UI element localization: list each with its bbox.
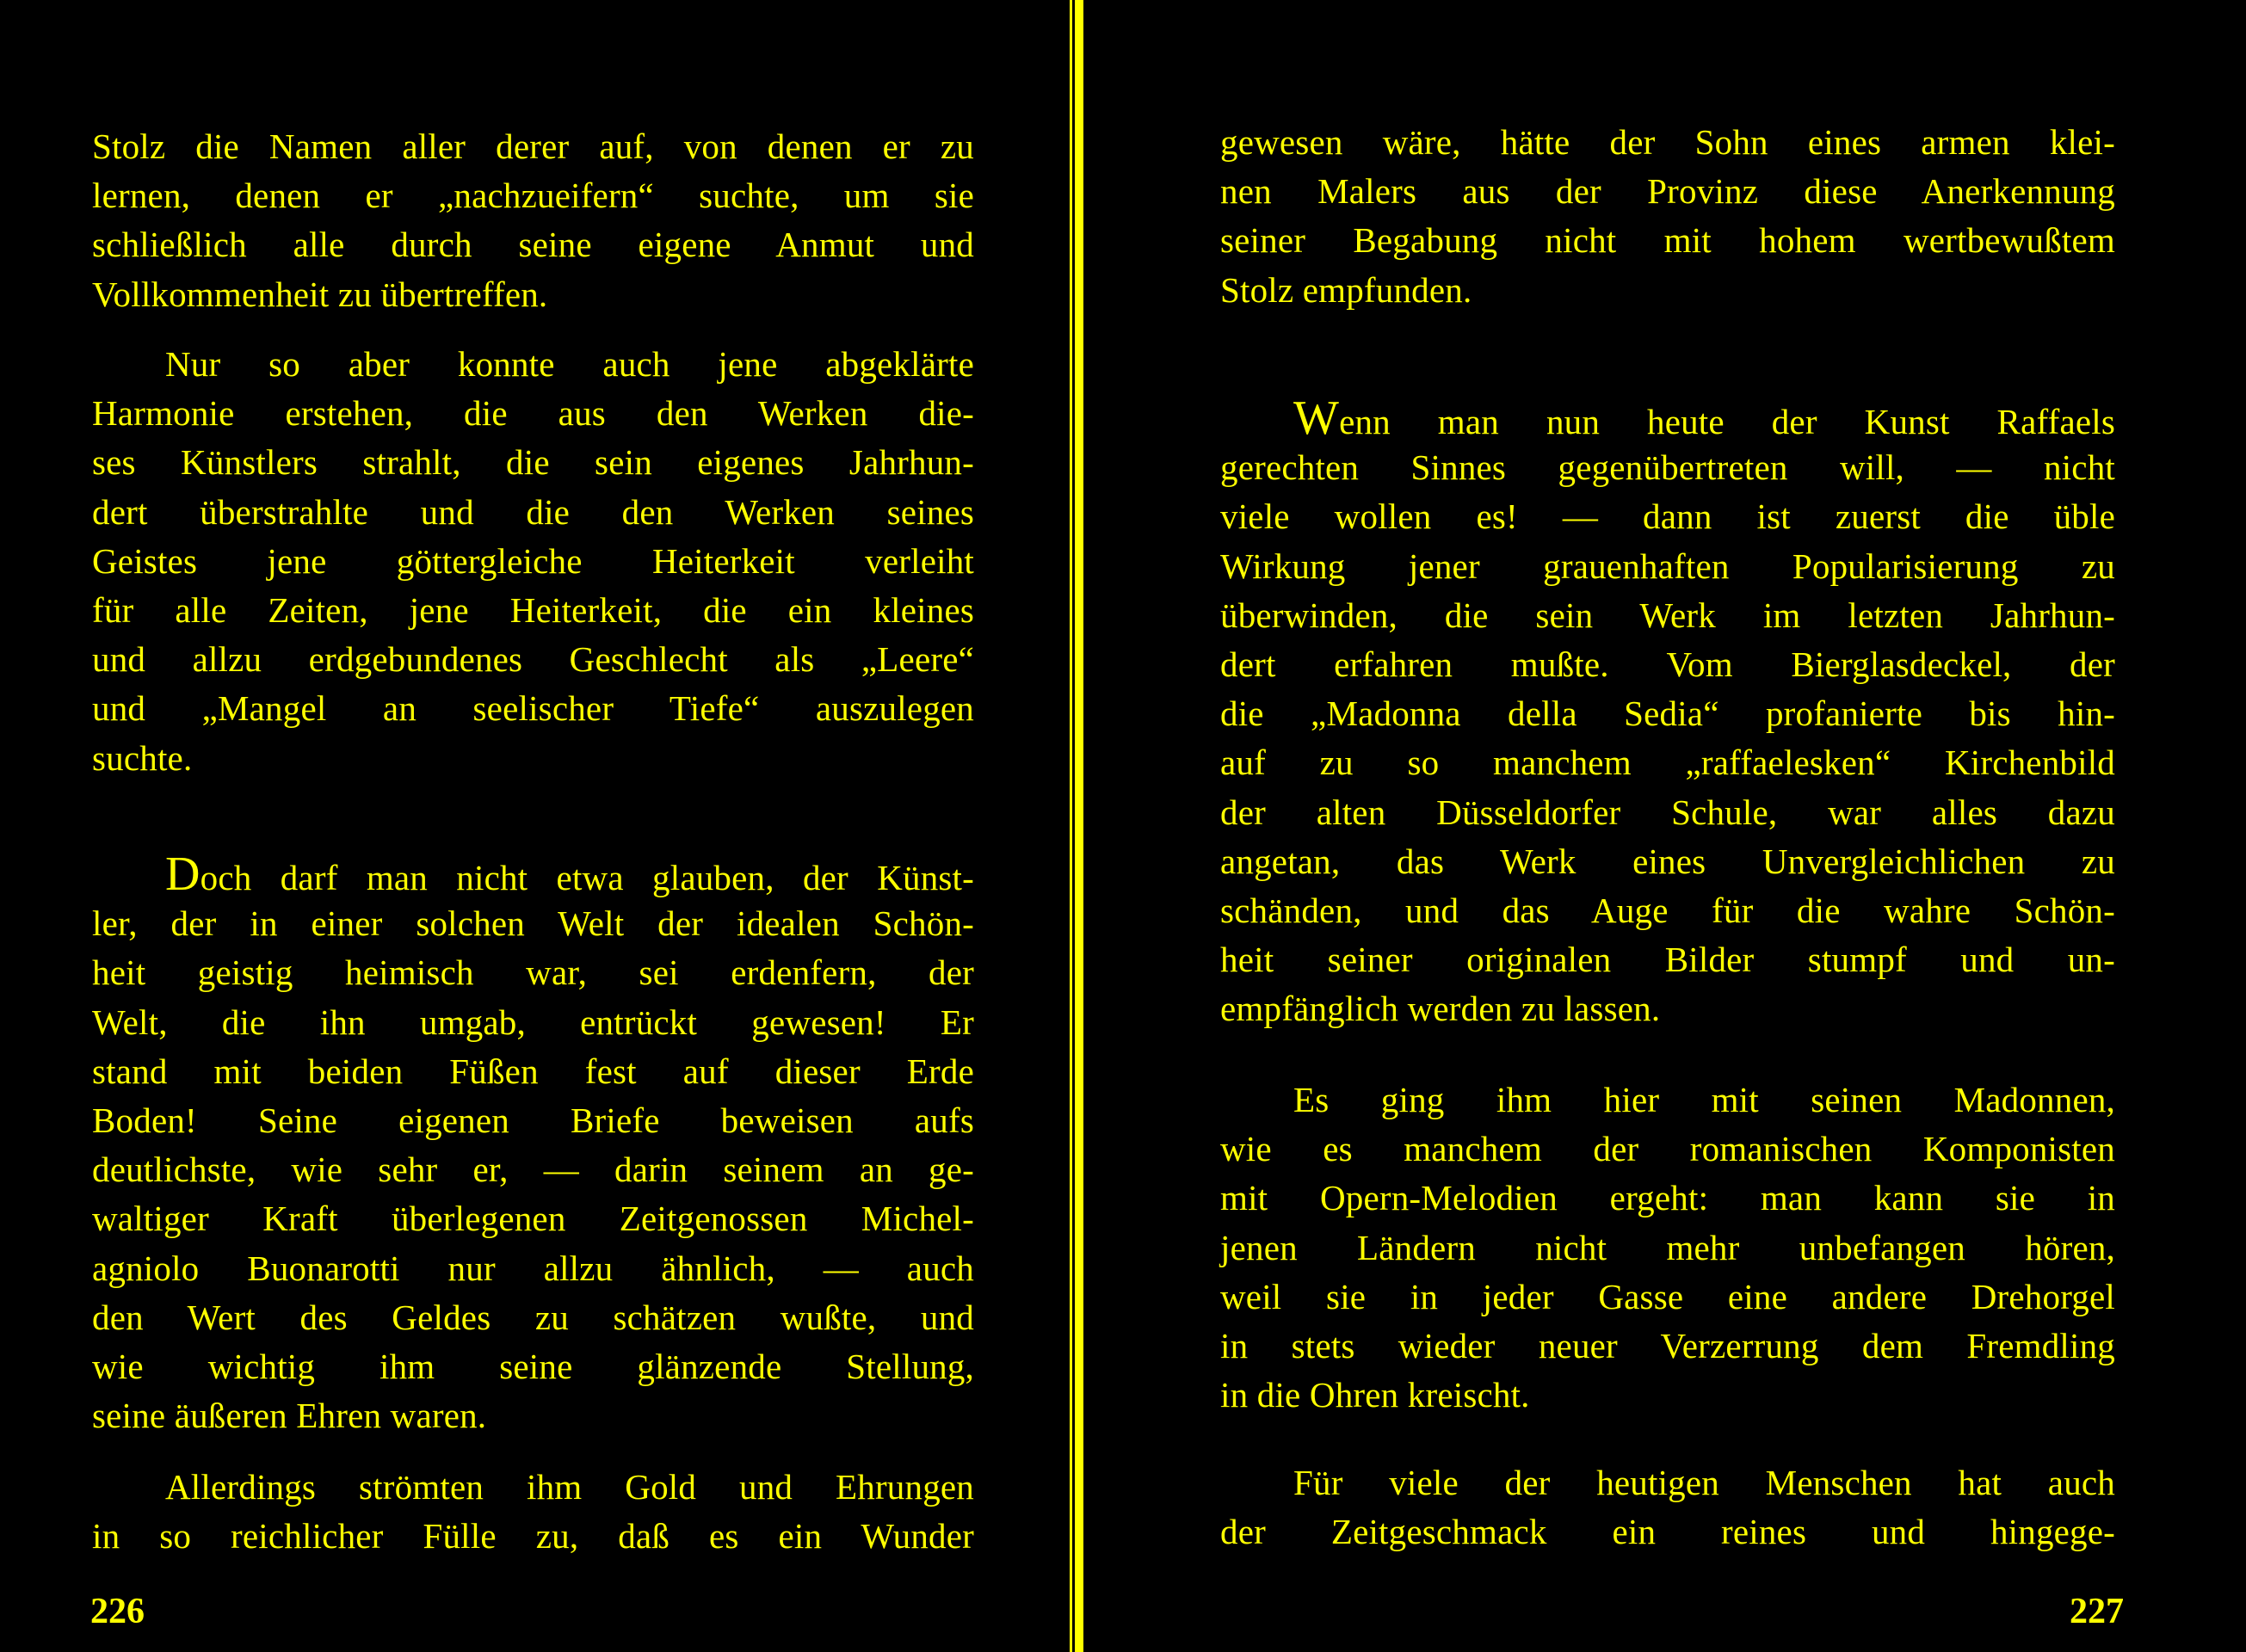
text-line: und allzu erdgebundenes Geschlecht als „Leere“ <box>92 639 974 680</box>
text-line: für alle Zeiten, jene Heiterkeit, die ein kleines <box>92 589 974 630</box>
text-line: Stolz die Namen aller derer auf, von denen er zu <box>92 126 974 166</box>
page-number: 226 <box>90 1592 145 1631</box>
text-line: angetan, das Werk eines Unvergleichlichen zu <box>1220 841 2115 881</box>
text-line <box>1220 391 2115 445</box>
text-line-rest: enn man nun heute der Kunst Raffaels <box>1339 402 2115 441</box>
text-line: die „Madonna della Sedia“ profanierte bis hin- <box>1220 693 2115 734</box>
text-line: Harmonie erstehen, die aus den Werken die- <box>92 393 974 434</box>
text-line: viele wollen es! — dann ist zuerst die üble <box>1220 496 2115 537</box>
text-line: seiner Begabung nicht mit hohem wertbewußtem <box>1220 220 2115 261</box>
text-line: stand mit beiden Füßen fest auf dieser Erde <box>92 1051 974 1091</box>
text-line: Nur so aber konnte auch jene abgeklärte <box>165 344 974 384</box>
text-line: Welt, die ihn umgab, entrückt gewesen! Er <box>92 1002 974 1042</box>
right-page <box>1089 0 2246 1652</box>
page-number: 227 <box>2070 1592 2124 1631</box>
paragraph-4 <box>1220 1458 2115 1556</box>
paragraph-2 <box>92 340 974 783</box>
text-line: Es ging ihm hier mit seinen Madonnen, <box>1293 1080 2115 1119</box>
text-line: jenen Ländern nicht mehr unbefangen hören, <box>1220 1227 2115 1267</box>
text-line: dert erfahren mußte. Vom Bierglasdeckel, der <box>1220 644 2115 684</box>
text-line: waltiger Kraft überlegenen Zeitgenossen Michel- <box>92 1199 974 1239</box>
text-line: agniolo Buonarotti nur allzu ähnlich, — auch <box>92 1248 974 1288</box>
text-line: lernen, denen er „nachzueifern“ suchte, um sie <box>92 176 974 216</box>
text-line: wie wichtig ihm seine glänzende Stellung, <box>92 1346 974 1386</box>
text-line: suchte. <box>92 737 193 778</box>
text-line: in stets wieder neuer Verzerrung dem Fremdling <box>1220 1325 2115 1365</box>
text-line: den Wert des Geldes zu schätzen wußte, und <box>92 1297 974 1337</box>
text-line: in die Ohren kreischt. <box>1220 1375 1530 1415</box>
text-line: Wirkung jener grauenhaften Popularisierung zu <box>1220 546 2115 586</box>
text-line: weil sie in jeder Gasse eine andere Drehorgel <box>1220 1276 2115 1316</box>
paragraph-1 <box>92 122 974 319</box>
book-spine <box>1067 0 1086 1652</box>
text-line: überwinden, die sein Werk im letzten Jahrhun- <box>1220 595 2115 635</box>
text-line: gerechten Sinnes gegenübertreten will, — nicht <box>1220 447 2115 488</box>
text-line: heit seiner originalen Bilder stumpf und un- <box>1220 940 2115 980</box>
text-line: gewesen wäre, hätte der Sohn eines armen klei- <box>1220 122 2115 162</box>
text-line: seine äußeren Ehren waren. <box>92 1396 487 1436</box>
paragraph-3 <box>1220 1076 2115 1420</box>
text-line: schließlich alle durch seine eigene Anmut und <box>92 225 974 265</box>
text-line: schänden, und das Auge für die wahre Schön- <box>1220 890 2115 930</box>
text-line: Vollkommenheit zu übertreffen. <box>92 274 548 314</box>
text-line-rest: och darf man nicht etwa glauben, der Künst- <box>200 858 974 897</box>
text-line: wie es manchem der romanischen Komponisten <box>1220 1129 2115 1169</box>
left-page <box>0 0 1071 1652</box>
text-line: Geistes jene göttergleiche Heiterkeit verleiht <box>92 540 974 581</box>
text-line: und „Mangel an seelischer Tiefe“ auszulegen <box>92 688 974 729</box>
drop-cap: W <box>1293 391 1340 445</box>
text-line: der alten Düsseldorfer Schule, war alles dazu <box>1220 792 2115 832</box>
paragraph-4 <box>92 1463 974 1561</box>
text-line: ler, der in einer solchen Welt der idealen Schön- <box>92 903 974 944</box>
text-line: auf zu so manchem „raffaelesken“ Kirchenbild <box>1220 743 2115 783</box>
text-line: ses Künstlers strahlt, die sein eigenes Jahrhun- <box>92 442 974 483</box>
text-line: in so reichlicher Fülle zu, daß es ein Wunder <box>92 1516 974 1556</box>
paragraph-1 <box>1220 118 2115 315</box>
text-line: Boden! Seine eigenen Briefe beweisen aufs <box>92 1100 974 1140</box>
text-line: empfänglich werden zu lassen. <box>1220 989 1661 1029</box>
text-line: dert überstrahlte und die den Werken seines <box>92 491 974 532</box>
text-line: Allerdings strömten ihm Gold und Ehrungen <box>165 1467 974 1507</box>
text-line: der Zeitgeschmack ein reines und hingege- <box>1220 1512 2115 1552</box>
text-line: deutlichste, wie sehr er, — darin seinem an ge- <box>92 1150 974 1190</box>
drop-cap: D <box>165 848 201 901</box>
paragraph-3 <box>92 850 974 1440</box>
text-line <box>92 850 974 899</box>
text-line: Für viele der heutigen Menschen hat auch <box>1293 1463 2115 1502</box>
paragraph-2 <box>1220 391 2115 1033</box>
text-line: mit Opern-Melodien ergeht: man kann sie in <box>1220 1178 2115 1218</box>
text-line: Stolz empfunden. <box>1220 269 1472 310</box>
text-line: nen Malers aus der Provinz diese Anerkennung <box>1220 171 2115 212</box>
text-line: heit geistig heimisch war, sei erdenfern, der <box>92 952 974 993</box>
